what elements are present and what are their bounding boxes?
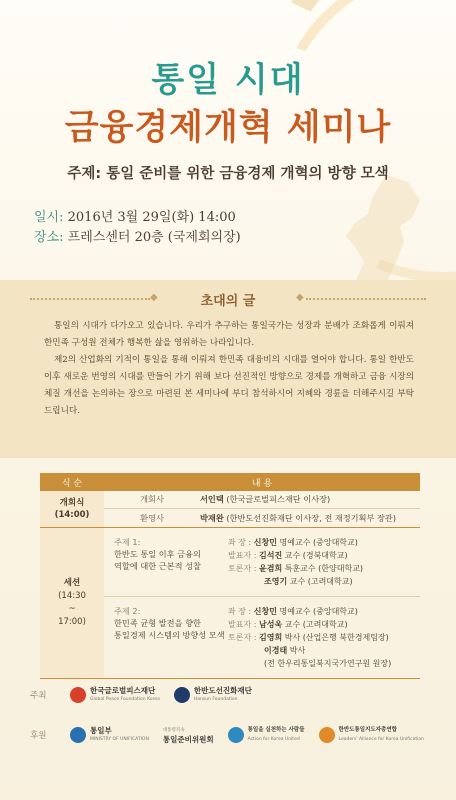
diamond-icon: ◆ bbox=[296, 292, 304, 303]
date-label: 일시: bbox=[34, 210, 64, 225]
col-content-header: 내 용 bbox=[251, 478, 273, 489]
title-line-2: 금융경제개혁 세미나 bbox=[64, 108, 392, 148]
session-topic: 주제 1: 한반도 통일 이후 금융의 역할에 대한 근본적 성찰 bbox=[114, 537, 201, 571]
host-logo: 한반도선진화재단 Hansun Foundation bbox=[174, 686, 252, 704]
session-people bbox=[228, 605, 420, 670]
session-topic: 주제 2: 한민족 균형 발전을 향한 통일경제 시스템의 방향성 모색 bbox=[114, 606, 225, 640]
list-item: 발표자 : 남성욱 교수 (고려대학교) bbox=[228, 620, 348, 629]
circle-icon bbox=[228, 727, 244, 743]
emblem-icon bbox=[174, 687, 190, 703]
session-people bbox=[228, 536, 420, 588]
session-label: 세션 bbox=[63, 578, 81, 588]
opening-row bbox=[40, 491, 420, 528]
host-logo: 한국글로벌피스재단 Global Peace Foundation Korea bbox=[70, 686, 160, 704]
session-block bbox=[104, 528, 420, 597]
title-line-1: 통일 시대 bbox=[151, 60, 305, 100]
list-item: 이경태 박사 bbox=[264, 646, 306, 655]
list-item: 토론자 : 김영희 박사 (산업은행 북한경제팀장) bbox=[228, 633, 389, 642]
table-row bbox=[104, 491, 420, 509]
row-value: 서인택 (한국글로벌피스재단 이사장) bbox=[200, 494, 331, 504]
invitation-paragraph: 제2의 산업화의 기적이 통일을 통해 이뤄져 한민족 대융비의 시대를 열어야 합니다. 통일 한반도 이후 새로운 번영의 시대를 만들어 가기 위해 보다 선진적인 방향으로 경제를 개혁하고 금융 시장의 체질 개선을 논의하는 장으로 마련된 본 세미나에 부디 참석하시어 지혜와 경륜을 더해주시길 부탁드립니다. bbox=[44, 355, 414, 416]
row-value: 박재완 (한반도선진화재단 이사장, 전 재정기획부 장관) bbox=[200, 512, 397, 523]
sponsor-logo: 통일을 실천하는 사람들 Action for Korea United bbox=[228, 726, 305, 744]
sponsor-logo: 통일부 MINISTRY OF UNIFICATION bbox=[70, 726, 149, 744]
schedule-header bbox=[40, 473, 420, 491]
host-label: 주최 bbox=[30, 691, 47, 701]
date-line bbox=[34, 206, 236, 225]
date-value: 2016년 3월 29일(화) 14:00 bbox=[67, 210, 236, 225]
row-key: 개회사 bbox=[140, 494, 164, 504]
list-item: 좌 장 : 신창민 명예교수 (중앙대학교) bbox=[228, 607, 358, 616]
list-item: 토론자 : 윤겸희 특훈교수 (한양대학교) bbox=[228, 564, 364, 573]
place-line bbox=[34, 226, 241, 245]
session-time: ~ bbox=[68, 604, 76, 614]
subtitle: 주제: 통일 준비를 위한 금융경제 개혁의 방향 모색 bbox=[67, 166, 389, 182]
col-time-header: 식 순 bbox=[61, 478, 83, 489]
list-item: 좌 장 : 신창민 명예교수 (중앙대학교) bbox=[228, 538, 358, 547]
sponsor-row bbox=[30, 726, 438, 744]
invitation-body bbox=[44, 318, 414, 420]
invitation-header: 초대의 글 bbox=[200, 294, 256, 309]
opening-label-cell bbox=[40, 491, 104, 527]
list-item: 발표자 : 김석진 교수 (경북대학교) bbox=[228, 551, 348, 560]
globe-icon bbox=[70, 687, 86, 703]
invitation-paragraph: 통일의 시대가 다가오고 있습니다. 우리가 추구하는 통일국가는 성장과 분배가 조화롭게 이뤄져 한민족 구성원 전체가 행복한 삶을 영위하는 나라입니다. bbox=[44, 321, 414, 348]
sponsor-logo: 대통령직속 통일준비위원회 bbox=[162, 728, 214, 744]
opening-label: 개회식 bbox=[59, 498, 85, 508]
session-time: 17:00) bbox=[58, 617, 86, 627]
host-row bbox=[30, 686, 266, 704]
table-row bbox=[104, 509, 420, 527]
list-item: (전 한우리통일북지국가연구원 원장) bbox=[264, 659, 392, 668]
opening-time: (14:00) bbox=[54, 510, 90, 520]
row-key: 환영사 bbox=[140, 512, 164, 523]
list-item: 조영기 교수 (고려대학교) bbox=[264, 577, 353, 586]
circle-icon bbox=[319, 727, 335, 743]
session-label-cell bbox=[40, 528, 104, 678]
session-block bbox=[104, 597, 420, 678]
place-value: 프레스센터 20층 (국제회의장) bbox=[67, 230, 241, 245]
place-label: 장소: bbox=[34, 230, 64, 245]
session-row bbox=[40, 528, 420, 679]
diamond-icon: ◆ bbox=[150, 292, 158, 303]
session-time: (14:30 bbox=[58, 591, 86, 601]
schedule-table bbox=[40, 473, 420, 679]
sponsor-logo: 한반도통일지도자총연합 Leaders' Alliance for Korea Unification bbox=[319, 726, 424, 744]
emblem-icon bbox=[70, 727, 86, 743]
sponsor-label: 후원 bbox=[30, 731, 47, 741]
